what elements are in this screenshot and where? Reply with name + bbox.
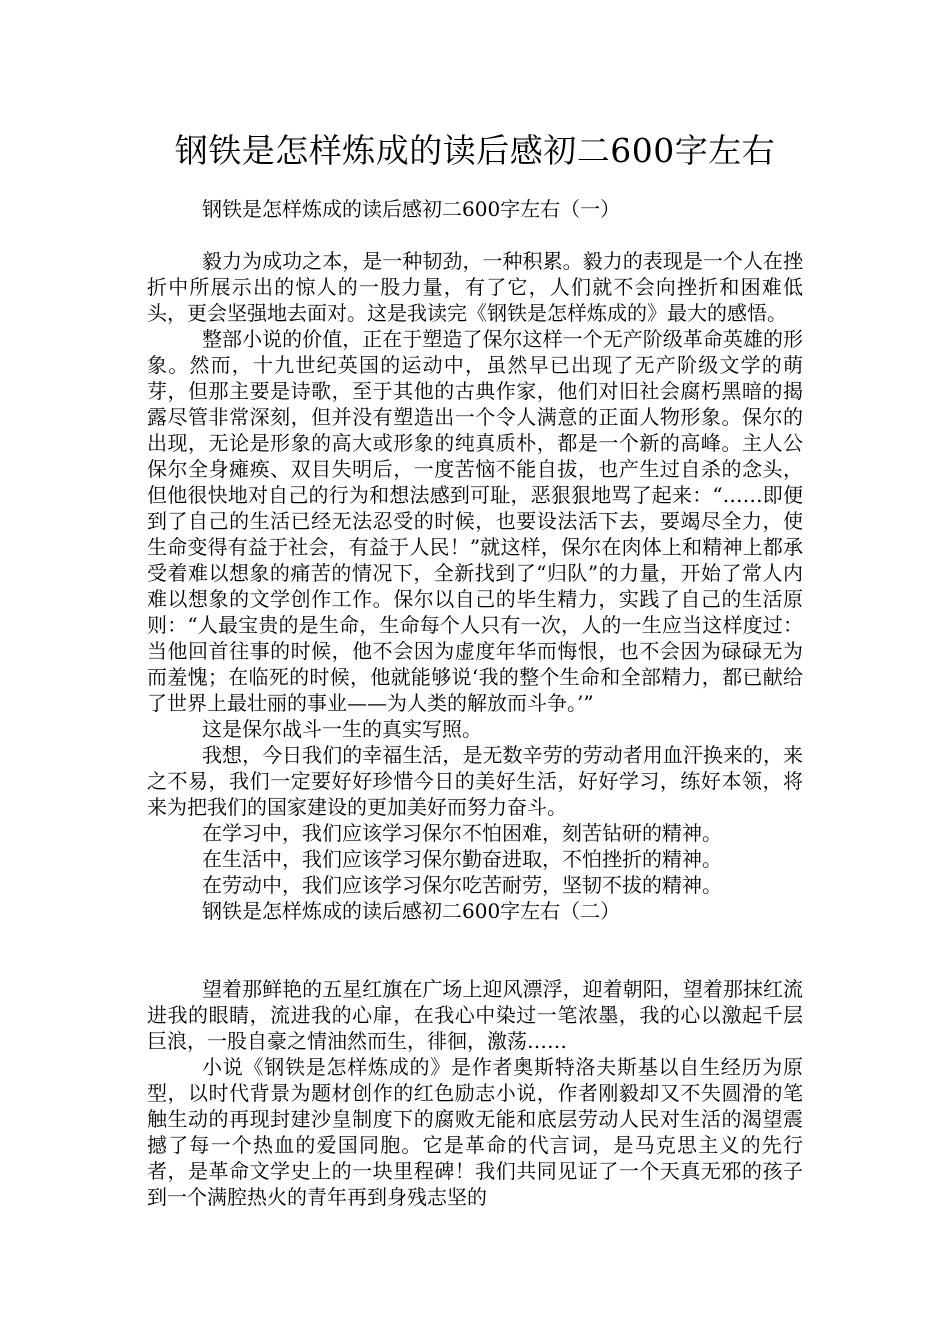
section-heading-1: 钢铁是怎样炼成的读后感初二600字左右（一）	[202, 197, 621, 221]
document-title: 钢铁是怎样炼成的读后感初二600字左右	[174, 131, 776, 170]
document-page	[147, 0, 803, 1210]
paragraph: 这是保尔战斗一生的真实写照。	[202, 717, 482, 741]
paragraph: 在生活中，我们应该学习保尔勤奋进取，不怕挫折的精神。	[202, 847, 722, 871]
blank-line	[147, 222, 803, 248]
blank-line	[147, 950, 803, 976]
paragraph: 望着那鲜艳的五星红旗在广场上迎风漂浮，迎着朝阳，望着那抹红流进我的眼睛，流进我的心扉，在我心中染过一笔浓墨，我的心以激起千层巨浪，一股自豪之情油然而生，徘徊，激荡……	[147, 977, 803, 1053]
paragraph: 小说《钢铁是怎样炼成的》是作者奥斯特洛夫斯基以自生经历为原型，以时代背景为题材创作的红色励志小说，作者刚毅却又不失圆滑的笔触生动的再现封建沙皇制度下的腐败无能和底层劳动人民对生活的渴望震撼了每一个热血的爱国同胞。它是革命的代言词，是马克思主义的先行者，是革命文学史上的一块里程碑！我们共同见证了一个天真无邪的孩子到一个满腔热火的青年再到身残志坚的	[147, 1055, 803, 1209]
paragraph: 我想，今日我们的幸福生活，是无数辛劳的劳动者用血汗换来的，来之不易，我们一定要好好珍惜今日的美好生活，好好学习，练好本领，将来为把我们的国家建设的更加美好而努力奋斗。	[147, 743, 803, 819]
paragraph: 在劳动中，我们应该学习保尔吃苦耐劳，坚韧不拔的精神。	[202, 873, 722, 897]
blank-line	[147, 924, 803, 950]
paragraph: 在学习中，我们应该学习保尔不怕困难，刻苦钻研的精神。	[202, 821, 722, 845]
section-heading-2: 钢铁是怎样炼成的读后感初二600字左右（二）	[202, 899, 621, 923]
paragraph: 毅力为成功之本，是一种韧劲，一种积累。毅力的表现是一个人在挫折中所展示出的惊人的一股力量，有了它，人们就不会向挫折和困难低头，更会坚强地去面对。这是我读完《钢铁是怎样炼成的》最大的感悟。	[147, 249, 803, 325]
paragraph: 整部小说的价值，正在于塑造了保尔这样一个无产阶级革命英雄的形象。然而，十九世纪英国的运动中，虽然早已出现了无产阶级文学的萌芽，但那主要是诗歌，至于其他的古典作家，他们对旧社会腐朽黑暗的揭露尽管非常深刻，但并没有塑造出一个令人满意的正面人物形象。保尔的出现，无论是形象的高大或形象的纯真质朴，都是一个新的高峰。主人公保尔全身瘫痪、双目失明后，一度苦恼不能自拔，也产生过自杀的念头，但他很快地对自己的行为和想法感到可耻，恶狠狠地骂了起来：“……即便到了自己的生活已经无法忍受的时候，也要设法活下去，要竭尽全力，使生命变得有益于社会，有益于人民！”就这样，保尔在肉体上和精神上都承受着难以想象的痛苦的情况下，全新找到了“归队”的力量，开始了常人内难以想象的文学创作工作。保尔以自己的毕生精力，实践了自己的生活原则：“人最宝贵的是生命，生命每个人只有一次，人的一生应当这样度过：当他回首往事的时候，他不会因为虚度年华而悔恨，也不会因为碌碌无为而羞愧；在临死的时候，他就能够说‘我的整个生命和全部精力，都已献给了世界上最壮丽的事业——为人类的解放而斗争。’”	[147, 327, 803, 715]
